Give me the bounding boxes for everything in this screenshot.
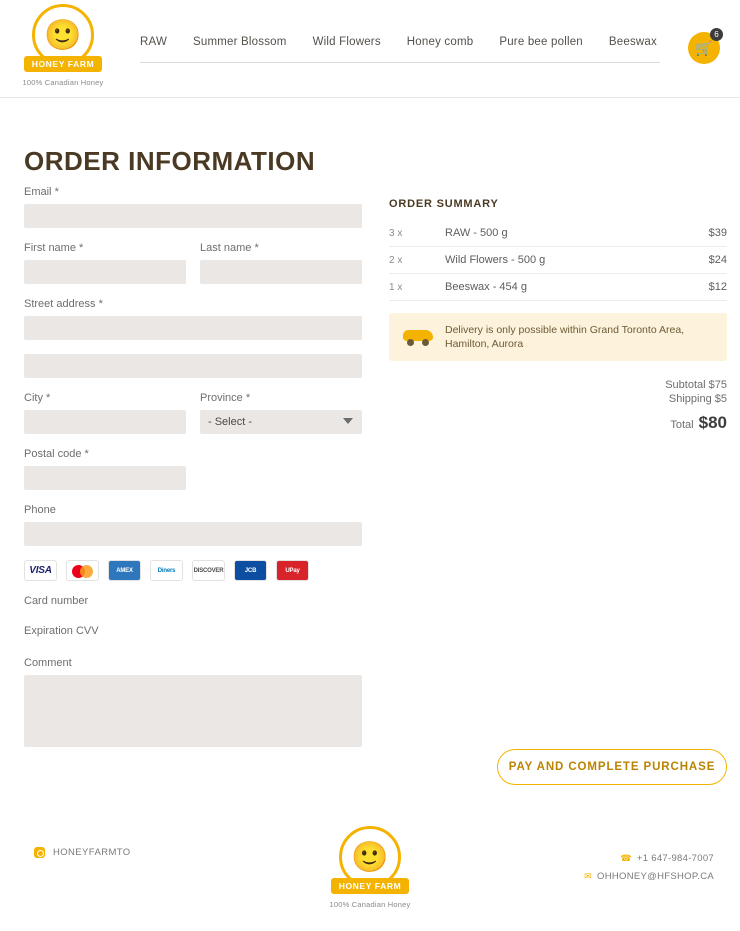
province-label: Province * [200, 392, 251, 404]
logo-ribbon-label: HONEY FARM [24, 56, 102, 72]
jcb-card-icon: JCB [234, 560, 267, 581]
last-name-field[interactable] [200, 260, 362, 284]
order-summary [389, 198, 727, 435]
delivery-notice [389, 313, 727, 361]
expiration-cvv-label[interactable]: Expiration CVV [24, 625, 99, 637]
nav-item-raw[interactable]: RAW [140, 36, 168, 48]
totals [389, 379, 727, 433]
footer-logo-tagline: 100% Canadian Honey [329, 900, 411, 909]
last-name-label: Last name * [200, 242, 259, 254]
table-row [389, 247, 727, 274]
total-amount: $80 [698, 413, 727, 433]
nav-item-pure-bee-pollen[interactable]: Pure bee pollen [499, 36, 583, 48]
phone-field[interactable] [24, 522, 362, 546]
first-name-label: First name * [24, 242, 84, 254]
nav-item-wild-flowers[interactable]: Wild Flowers [312, 36, 381, 48]
discover-card-icon: DISCOVER [192, 560, 225, 581]
province-select[interactable] [200, 410, 362, 434]
item-qty: 1 x [389, 281, 403, 293]
total-label: Total [670, 419, 694, 432]
footer-instagram-label: HONEYFARMTO [53, 847, 131, 858]
item-price: $39 [708, 227, 727, 239]
footer-email-label: OHHONEY@HFSHOP.CA [597, 871, 714, 883]
footer-email[interactable] [584, 868, 714, 886]
item-qty: 3 x [389, 227, 403, 239]
item-name: Beeswax - 454 g [445, 281, 527, 293]
nav-item-honey-comb[interactable]: Honey comb [406, 36, 474, 48]
postal-code-field[interactable] [24, 466, 186, 490]
item-price: $24 [708, 254, 727, 266]
page-title: ORDER INFORMATION [24, 146, 316, 177]
mastercard-card-icon [66, 560, 99, 581]
order-form [24, 186, 362, 761]
city-label: City * [24, 392, 51, 404]
table-row [389, 220, 727, 247]
item-qty: 2 x [389, 254, 403, 266]
item-name: RAW - 500 g [445, 227, 508, 239]
city-field[interactable] [24, 410, 186, 434]
accepted-cards [24, 560, 362, 581]
cart-count-badge: 6 [710, 28, 723, 41]
main-nav [140, 36, 660, 63]
table-row [389, 274, 727, 301]
street-address-label: Street address * [24, 298, 103, 310]
email-field[interactable] [24, 204, 362, 228]
footer-phone[interactable] [584, 850, 714, 868]
logo-tagline: 100% Canadian Honey [22, 78, 104, 87]
first-name-field[interactable] [24, 260, 186, 284]
amex-card-icon: AMEX [108, 560, 141, 581]
item-name: Wild Flowers - 500 g [445, 254, 546, 266]
total-line [389, 413, 727, 433]
email-icon: ✉ [584, 871, 593, 882]
footer-contact [584, 850, 714, 886]
diners-club-card-icon: Diners [150, 560, 183, 581]
instagram-icon [34, 847, 45, 858]
beekeeper-icon: 🙂 [44, 19, 82, 53]
comment-textarea[interactable] [24, 675, 362, 747]
pay-and-complete-purchase-button[interactable]: PAY AND COMPLETE PURCHASE [497, 749, 727, 785]
visa-card-icon: VISA [24, 560, 57, 581]
footer-instagram-link[interactable] [34, 847, 131, 858]
phone-icon: ☎ [620, 853, 632, 863]
footer-logo-ribbon-label: HONEY FARM [331, 878, 409, 894]
street-address-2-field[interactable] [24, 354, 362, 378]
order-summary-title: ORDER SUMMARY [389, 198, 499, 210]
cart-button[interactable] [688, 32, 720, 64]
site-header [0, 0, 740, 98]
site-footer [0, 812, 740, 931]
phone-label: Phone [24, 504, 56, 516]
unionpay-card-icon: UPay [276, 560, 309, 581]
item-price: $12 [708, 281, 727, 293]
comment-label: Comment [24, 657, 72, 669]
cart-icon: 🛒 [695, 39, 713, 56]
nav-item-beeswax[interactable]: Beeswax [608, 36, 657, 48]
shipping-line: Shipping $5 [668, 393, 727, 406]
footer-phone-label: +1 647-984-7007 [636, 853, 714, 864]
email-label: Email * [24, 186, 59, 198]
site-logo[interactable] [22, 4, 104, 87]
street-address-field[interactable] [24, 316, 362, 340]
beekeeper-icon: 🙂 [351, 841, 389, 875]
subtotal-line: Subtotal $75 [665, 379, 727, 392]
nav-item-summer-blossom[interactable]: Summer Blossom [193, 36, 287, 48]
postal-code-label: Postal code * [24, 448, 89, 460]
delivery-truck-icon [403, 327, 433, 347]
footer-logo[interactable] [329, 826, 411, 909]
card-number-label[interactable]: Card number [24, 595, 89, 607]
delivery-notice-text: Delivery is only possible within Grand Toronto Area, Hamilton, Aurora [445, 324, 685, 351]
